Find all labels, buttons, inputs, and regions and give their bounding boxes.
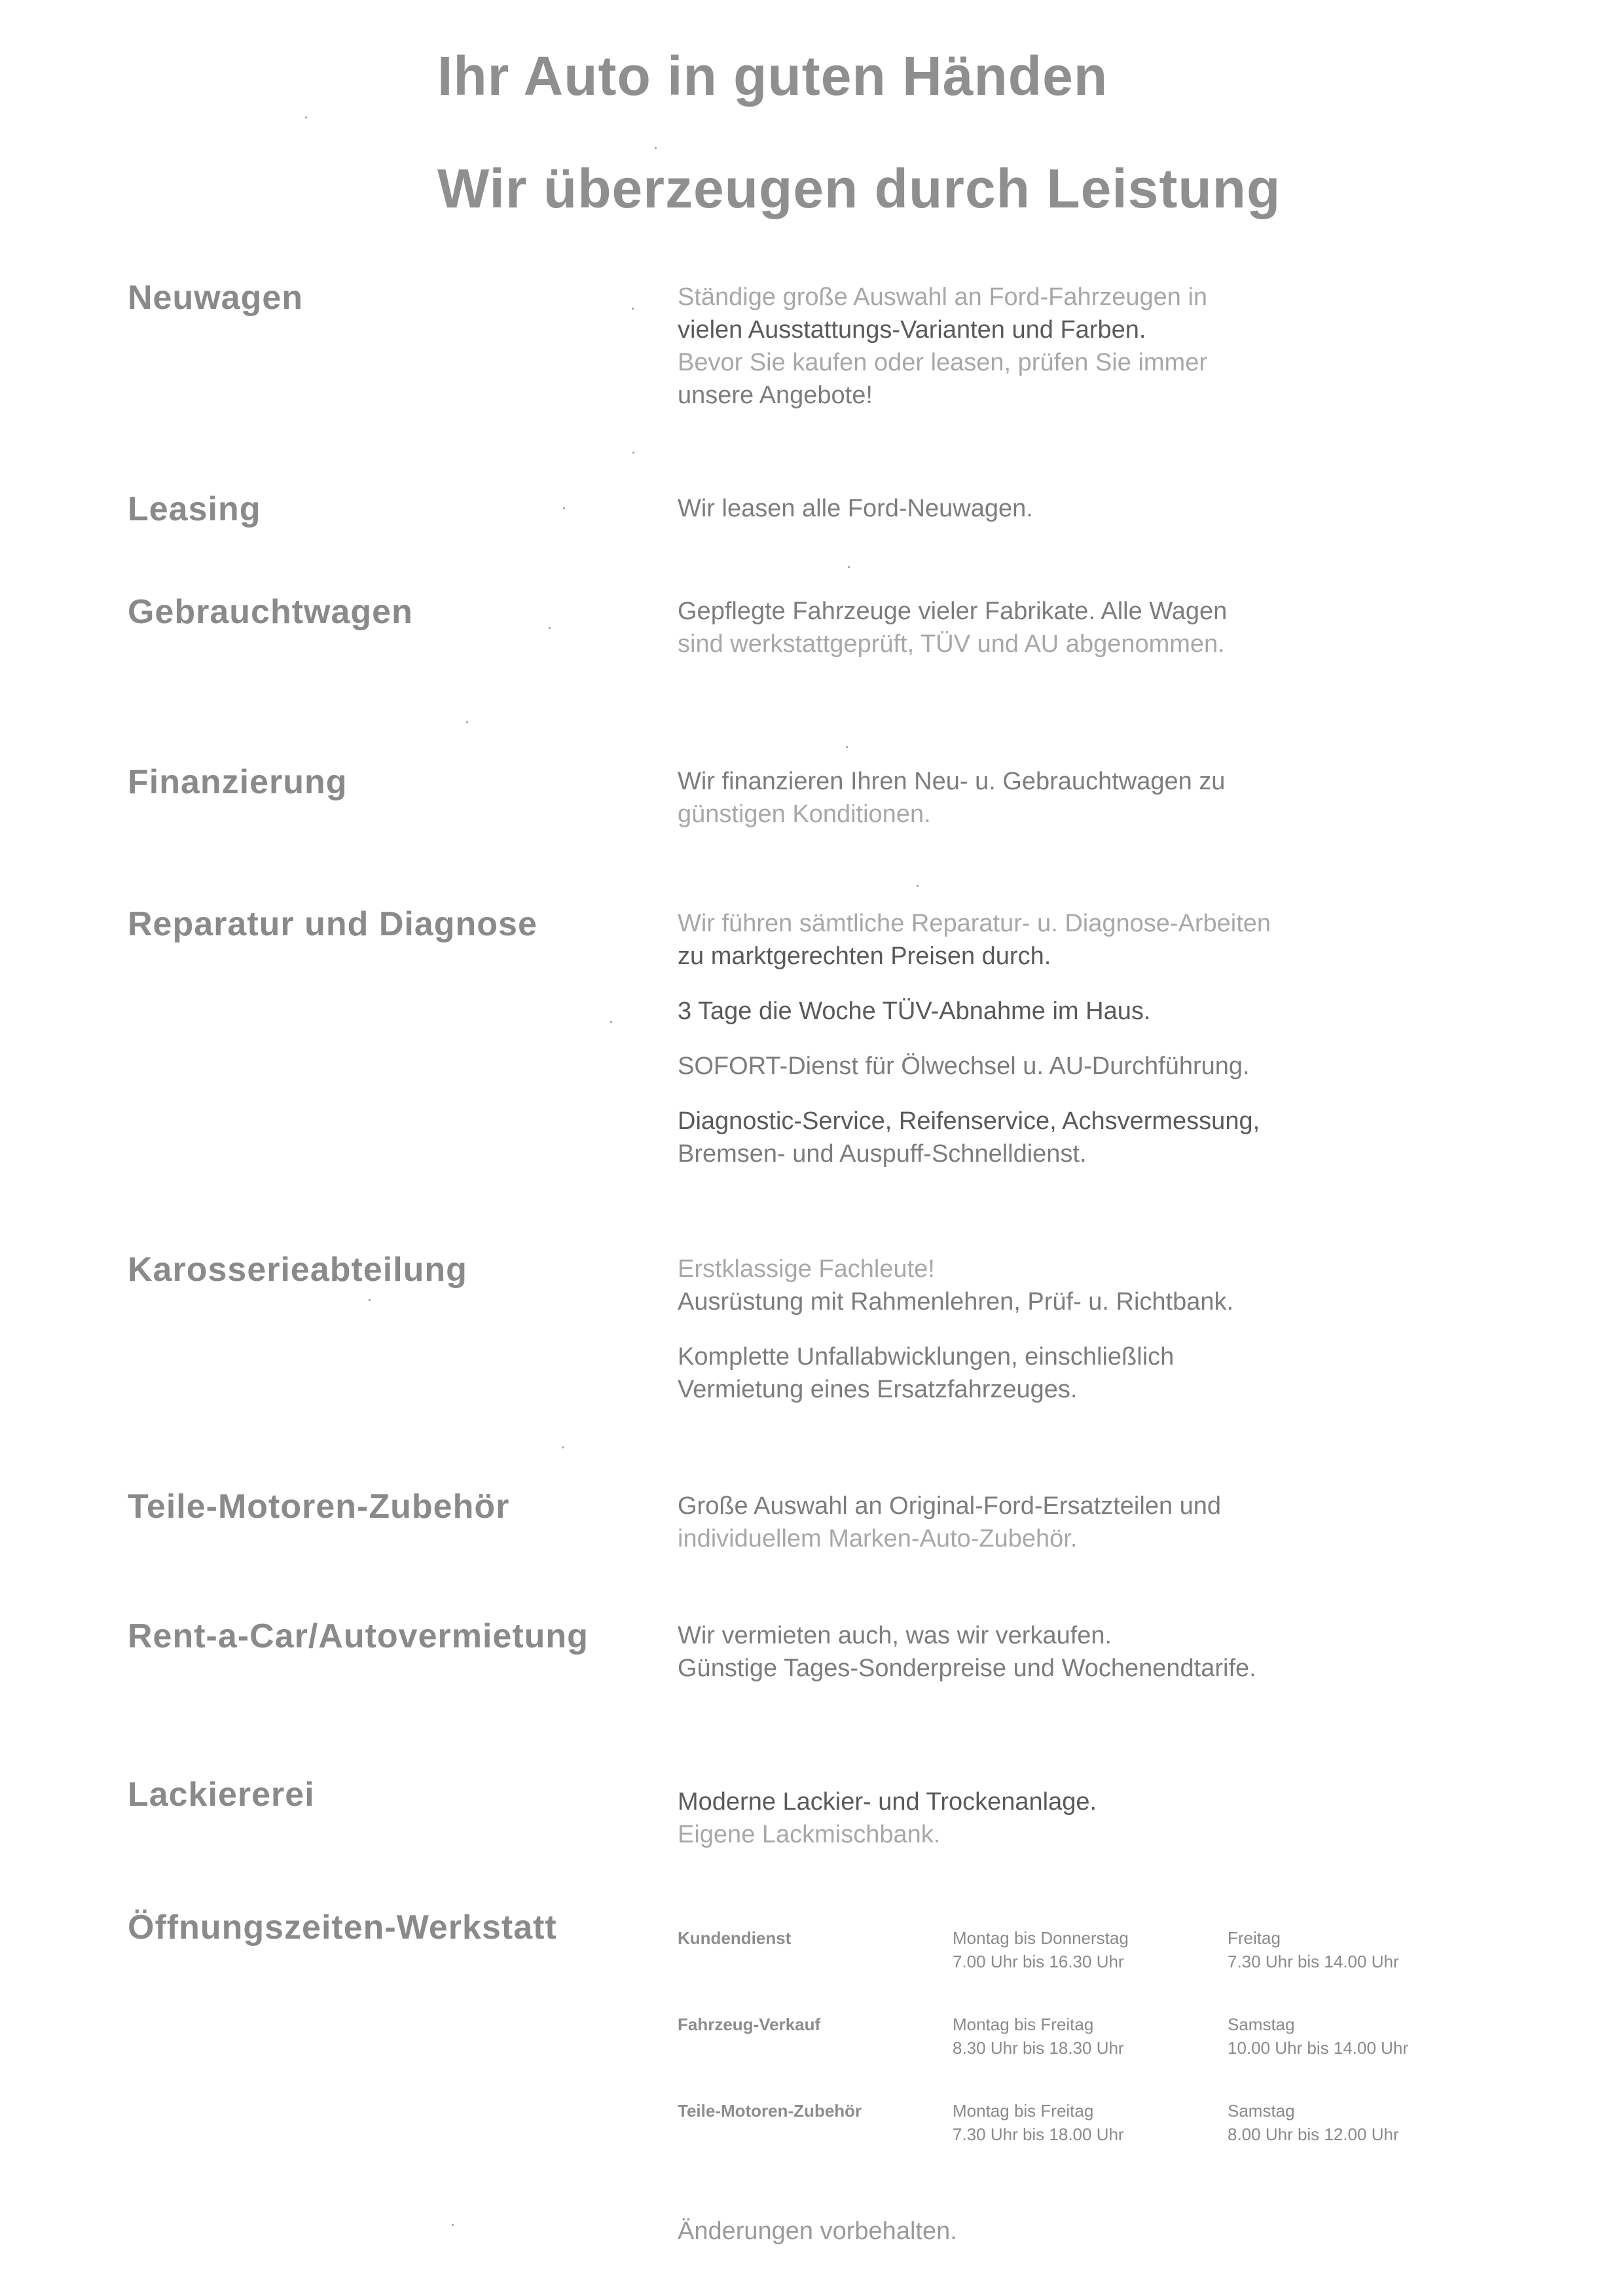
- section-content: [678, 492, 1365, 547]
- scan-speck: [632, 308, 634, 310]
- text-line: unsere Angebote!: [678, 382, 873, 409]
- text-line: Günstige Tages-Sonderpreise und Wochenendtarife.: [678, 1655, 1256, 1682]
- opening-hours-table: [678, 1926, 1450, 2185]
- scan-speck: [452, 2224, 454, 2226]
- weekday-days: Montag bis Freitag: [953, 2101, 1094, 2121]
- paragraph: [678, 595, 1365, 660]
- text-line: sind werkstattgeprüft, TÜV und AU abgenommen.: [678, 630, 1225, 658]
- text-line: Große Auswahl an Original-Ford-Ersatzteilen und: [678, 1492, 1222, 1520]
- section-content: [678, 1785, 1365, 1873]
- text-line: günstigen Konditionen.: [678, 800, 931, 828]
- text-line: zu marktgerechten Preisen durch.: [678, 942, 1051, 970]
- text-line: Wir finanzieren Ihren Neu- u. Gebrauchtwagen zu: [678, 768, 1226, 795]
- section-content: [678, 1490, 1365, 1577]
- other-day-hours: [1228, 1926, 1399, 1973]
- text-line: vielen Ausstattungs-Varianten und Farben.: [678, 316, 1146, 344]
- paragraph: [678, 1253, 1365, 1318]
- weekday-hours: [953, 2013, 1124, 2060]
- text-line: Gepflegte Fahrzeuge vieler Fabrikate. Alle Wagen: [678, 598, 1228, 625]
- text-line: Vermietung eines Ersatzfahrzeuges.: [678, 1376, 1078, 1403]
- paragraph: [678, 492, 1365, 525]
- scan-speck: [562, 1446, 564, 1448]
- weekday-days: Montag bis Freitag: [953, 2015, 1094, 2034]
- section-content: [678, 765, 1365, 853]
- other-day: Samstag: [1228, 2015, 1295, 2034]
- other-day: Freitag: [1228, 1928, 1281, 1948]
- section-heading: Reparatur und Diagnose: [128, 905, 538, 943]
- paragraph: [678, 281, 1365, 412]
- scan-speck: [563, 507, 565, 509]
- text-line: Ständige große Auswahl an Ford-Fahrzeugen in: [678, 283, 1208, 311]
- weekday-time: 7.30 Uhr bis 18.00 Uhr: [953, 2125, 1124, 2144]
- scan-speck: [549, 627, 551, 629]
- paragraph: [678, 1619, 1365, 1685]
- scan-speck: [632, 452, 634, 454]
- scan-speck: [655, 147, 657, 149]
- paragraph: [678, 1490, 1365, 1555]
- text-line: Eigene Lackmischbank.: [678, 1821, 941, 1848]
- text-line: individuellem Marken-Auto-Zubehör.: [678, 1525, 1078, 1552]
- weekday-days: Montag bis Donnerstag: [953, 1928, 1129, 1948]
- paragraph: [678, 907, 1365, 973]
- section-heading: Lackiererei: [128, 1776, 315, 1814]
- section-heading: Neuwagen: [128, 279, 304, 317]
- text-line: SOFORT-Dienst für Ölwechsel u. AU-Durchführung.: [678, 1052, 1250, 1080]
- text-line: 3 Tage die Woche TÜV-Abnahme im Haus.: [678, 997, 1151, 1025]
- paragraph: [678, 1105, 1365, 1170]
- other-day-hours: [1228, 2099, 1399, 2146]
- text-line: Erstklassige Fachleute!: [678, 1255, 935, 1283]
- other-time: 8.00 Uhr bis 12.00 Uhr: [1228, 2125, 1399, 2144]
- department-label: Kundendienst: [678, 1928, 792, 1948]
- page-subtitle: Wir überzeugen durch Leistung: [437, 158, 1281, 219]
- section-content: [678, 595, 1365, 683]
- footer-note: Änderungen vorbehalten.: [678, 2217, 957, 2245]
- section-heading: Karosserieabteilung: [128, 1251, 467, 1289]
- text-line: Ausrüstung mit Rahmenlehren, Prüf- u. Richtbank.: [678, 1288, 1234, 1316]
- paragraph: [678, 995, 1365, 1028]
- scan-speck: [466, 721, 468, 723]
- scan-speck: [848, 566, 850, 568]
- paragraph: [678, 765, 1365, 831]
- department-label: Teile-Motoren-Zubehör: [678, 2101, 862, 2121]
- section-heading: Öffnungszeiten-Werkstatt: [128, 1909, 557, 1946]
- paragraph: [678, 1340, 1365, 1406]
- section-content: [678, 281, 1365, 434]
- section-heading: Gebrauchtwagen: [128, 593, 413, 631]
- weekday-time: 7.00 Uhr bis 16.30 Uhr: [953, 1952, 1124, 1971]
- paragraph: [678, 1785, 1365, 1851]
- weekday-hours: [953, 2099, 1124, 2146]
- text-line: Komplette Unfallabwicklungen, einschließlich: [678, 1343, 1175, 1371]
- section-content: [678, 1619, 1365, 1707]
- other-day: Samstag: [1228, 2101, 1295, 2121]
- section-content: [678, 907, 1365, 1193]
- section-content: [678, 1253, 1365, 1428]
- section-heading: Rent-a-Car/Autovermietung: [128, 1617, 589, 1655]
- scan-speck: [917, 885, 919, 887]
- department-label: Fahrzeug-Verkauf: [678, 2015, 821, 2034]
- other-time: 7.30 Uhr bis 14.00 Uhr: [1228, 1952, 1399, 1971]
- page-title: Ihr Auto in guten Händen: [437, 45, 1108, 107]
- scan-speck: [305, 117, 307, 118]
- text-line: Bremsen- und Auspuff-Schnelldienst.: [678, 1140, 1087, 1168]
- section-heading: Finanzierung: [128, 763, 348, 801]
- hours-row: [678, 1926, 1450, 2013]
- paragraph: [678, 1050, 1365, 1083]
- text-line: Diagnostic-Service, Reifenservice, Achsvermessung,: [678, 1107, 1260, 1135]
- scan-speck: [610, 1021, 612, 1023]
- hours-row: [678, 2099, 1450, 2185]
- scan-speck: [846, 746, 848, 748]
- other-day-hours: [1228, 2013, 1408, 2060]
- text-line: Wir leasen alle Ford-Neuwagen.: [678, 495, 1033, 522]
- other-time: 10.00 Uhr bis 14.00 Uhr: [1228, 2038, 1409, 2058]
- scan-speck: [369, 1299, 371, 1301]
- text-line: Bevor Sie kaufen oder leasen, prüfen Sie immer: [678, 349, 1207, 376]
- weekday-time: 8.30 Uhr bis 18.30 Uhr: [953, 2038, 1124, 2058]
- section-heading: Leasing: [128, 490, 261, 528]
- hours-row: [678, 2013, 1450, 2099]
- weekday-hours: [953, 1926, 1129, 1973]
- text-line: Wir führen sämtliche Reparatur- u. Diagnose-Arbeiten: [678, 910, 1271, 937]
- text-line: Wir vermieten auch, was wir verkaufen.: [678, 1622, 1112, 1649]
- section-heading: Teile-Motoren-Zubehör: [128, 1488, 510, 1526]
- text-line: Moderne Lackier- und Trockenanlage.: [678, 1788, 1097, 1816]
